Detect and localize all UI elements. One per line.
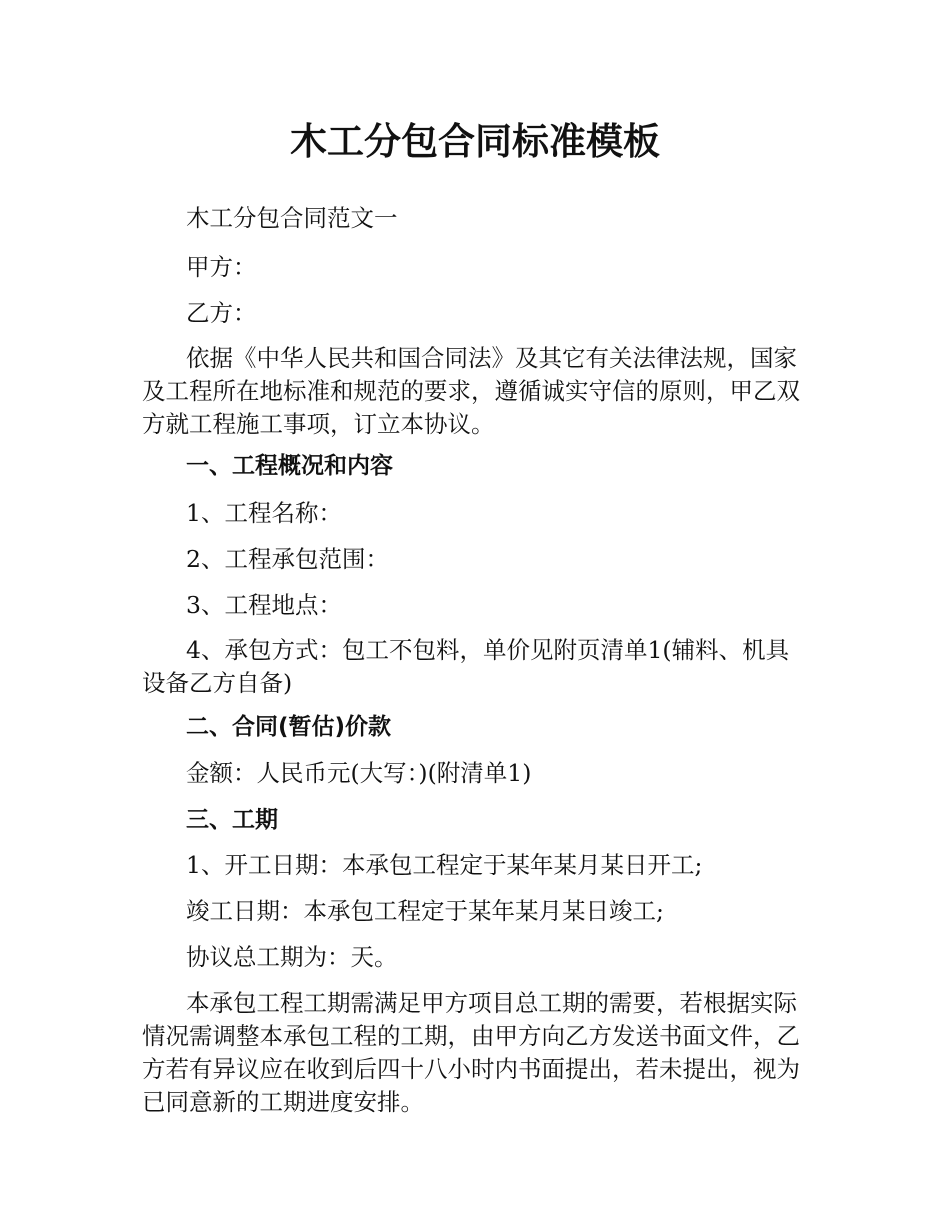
clause-location: 3、工程地点： [186, 591, 342, 619]
clause-completion-date: 竣工日期：本承包工程定于某年某月某日竣工; [186, 897, 664, 925]
clause-amount: 金额：人民币元(大写：)(附清单1) [186, 759, 532, 787]
clause-total-duration: 协议总工期为：天。 [186, 943, 398, 971]
clause-schedule-adjustment: 本承包工程工期需满足甲方项目总工期的需要，若根据实际情况需调整本承包工程的工期，由甲方向乙方发送书面文件，乙方若有异议应在收到后四十八小时内书面提出，若未提出，视为已同意新的工期进度安排。 [142, 989, 800, 1116]
section-heading-2: 二、合同(暂估)价款 [186, 714, 392, 740]
clause-contract-method: 4、承包方式：包工不包料，单价见附页清单1(辅料、机具设备乙方自备) [142, 636, 790, 697]
clause-project-name: 1、工程名称： [186, 499, 342, 527]
document-title: 木工分包合同标准模板 [290, 120, 660, 163]
section-heading-1: 一、工程概况和内容 [186, 453, 393, 479]
section-heading-3: 三、工期 [186, 807, 278, 833]
party-a-line: 甲方： [186, 253, 257, 281]
subtitle-line: 木工分包合同范文一 [186, 204, 398, 232]
clause-scope: 2、工程承包范围： [186, 545, 389, 573]
preamble-paragraph: 依据《中华人民共和国合同法》及其它有关法律法规，国家及工程所在地标准和规范的要求，遵循诚实守信的原则，甲乙双方就工程施工事项，订立本协议。 [142, 344, 800, 438]
clause-start-date: 1、开工日期：本承包工程定于某年某月某日开工; [186, 851, 703, 879]
party-b-line: 乙方： [186, 299, 257, 327]
